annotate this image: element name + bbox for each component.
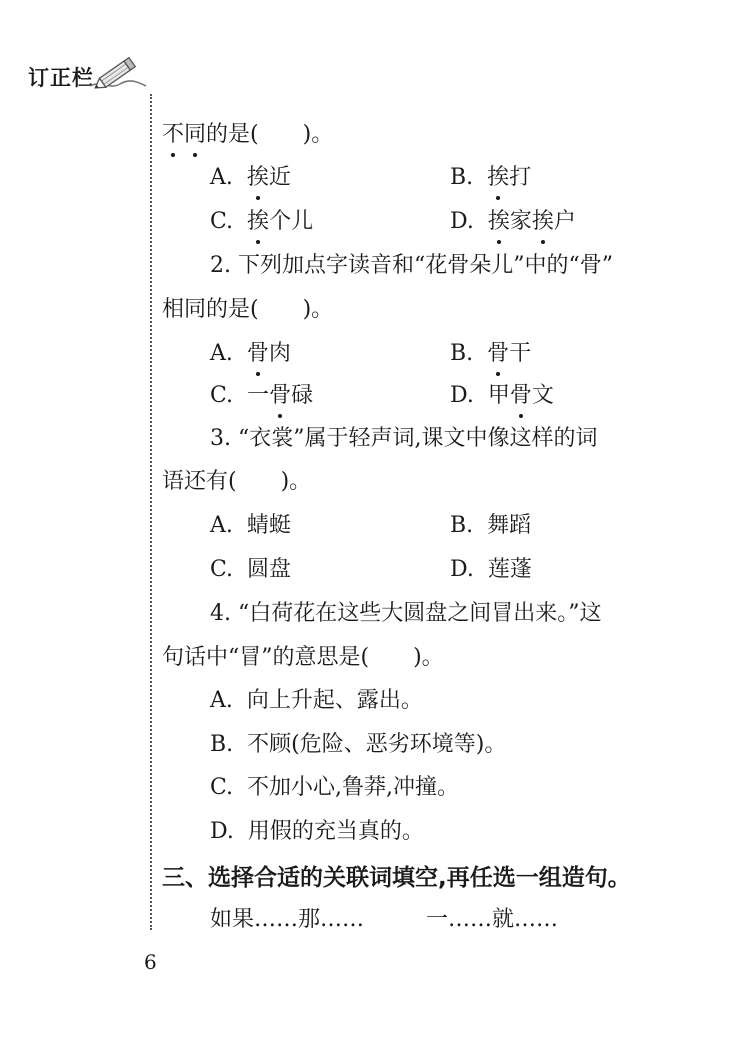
q4-option-a[interactable]: A. 向上升起、露出。: [210, 688, 423, 713]
q4-option-b[interactable]: B. 不顾(危险、恶劣环境等)。: [210, 732, 507, 757]
q3-option-a[interactable]: A. 蜻蜓: [210, 513, 291, 538]
q1-option-c[interactable]: C. 挨个儿: [210, 207, 313, 237]
conjunction-pair-2: 一……就……: [426, 907, 559, 932]
q3-option-b[interactable]: B. 舞蹈: [450, 513, 532, 538]
pencil-icon: [86, 56, 148, 92]
q4-stem-line1: 4. “白荷花在这些大圆盘之间冒出来。”这: [210, 601, 602, 626]
q1-option-b[interactable]: B. 挨打: [450, 163, 531, 193]
page-number: 6: [144, 950, 157, 974]
correction-column-label: 订正栏: [28, 66, 94, 90]
margin-divider: [150, 94, 152, 930]
conjunction-pair-1: 如果……那……: [210, 907, 365, 932]
q3-option-d[interactable]: D. 莲蓬: [450, 557, 532, 582]
q1-option-a[interactable]: A. 挨近: [210, 163, 291, 193]
q3-stem-line2: 语还有( )。: [162, 469, 312, 494]
q2-stem-line1: 2. 下列加点字读音和“花骨朵儿”中的“骨”: [210, 253, 613, 278]
q1-option-d[interactable]: D. 挨家挨户: [450, 207, 576, 237]
q4-option-c[interactable]: C. 不加小心,鲁莽,冲撞。: [210, 775, 460, 800]
q2-option-a[interactable]: A. 骨肉: [210, 339, 291, 369]
q1-emph-char: 不: [162, 120, 184, 150]
q1-emph-char: 同: [184, 120, 206, 150]
q1-stem: 不同的是( )。: [162, 120, 333, 150]
q2-option-c[interactable]: C. 一骨碌: [210, 381, 313, 411]
q3-stem-line1: 3. “衣裳”属于轻声词,课文中像这样的词: [210, 426, 598, 451]
section-3-heading: 三、选择合适的关联词填空,再任选一组造句。: [162, 865, 631, 891]
q2-option-d[interactable]: D. 甲骨文: [450, 381, 554, 411]
q4-stem-line2: 句话中“冒”的意思是( )。: [162, 645, 444, 670]
q4-option-d[interactable]: D. 用假的充当真的。: [210, 819, 424, 844]
q2-stem-line2: 相同的是( )。: [162, 297, 334, 322]
q3-option-c[interactable]: C. 圆盘: [210, 557, 292, 582]
q2-option-b[interactable]: B. 骨干: [450, 339, 531, 369]
